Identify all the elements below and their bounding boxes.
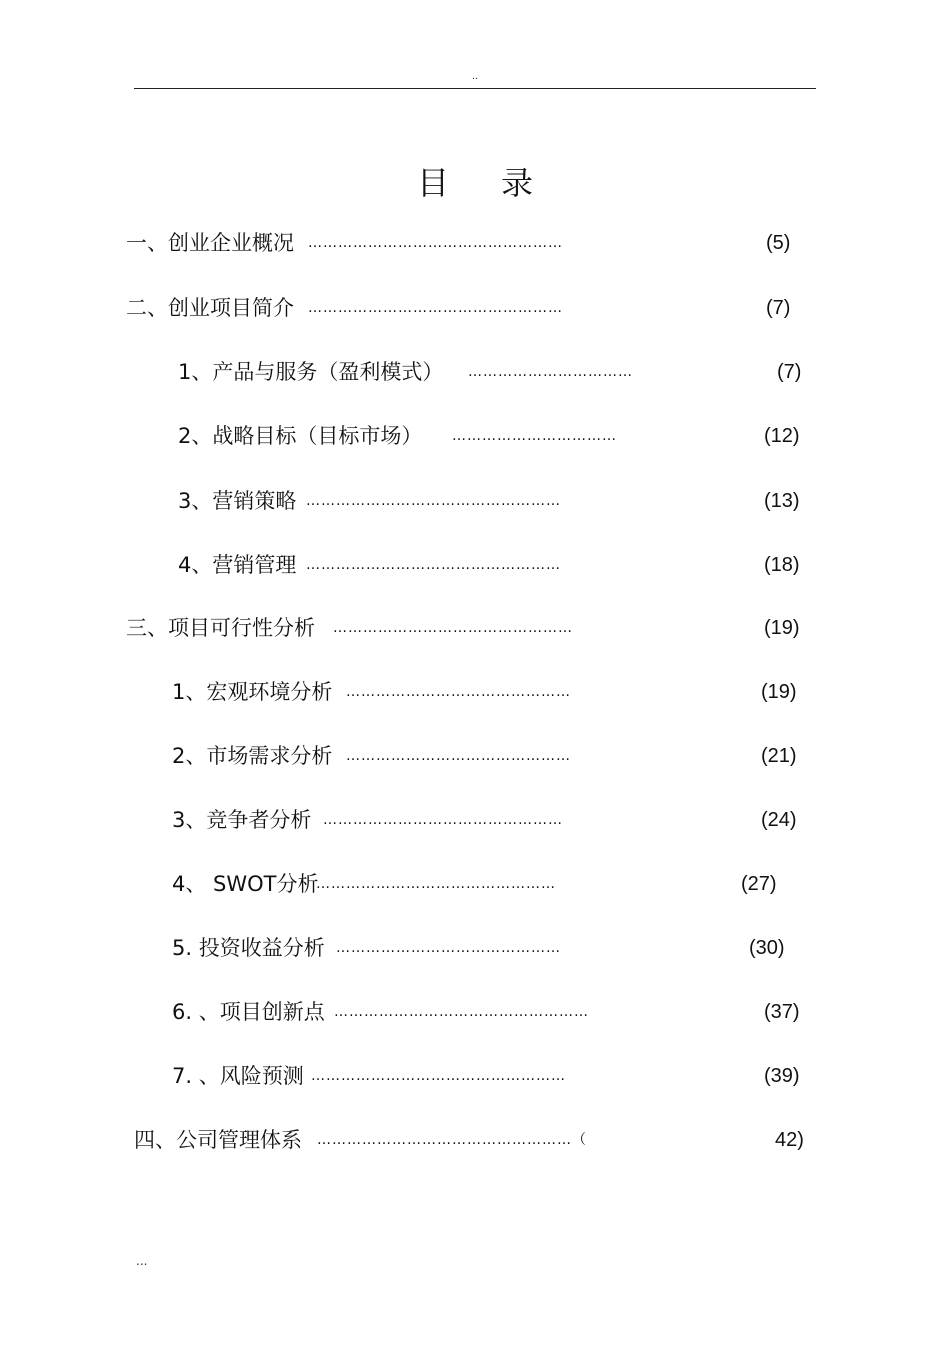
toc-entry-leader-dots: …………………………………………… [306,557,561,573]
toc-entry-page-number: (24) [761,809,797,831]
toc-entry-page-number: (13) [764,490,800,512]
header-rule [134,88,816,89]
toc-entry-page-number: (27) [741,873,777,895]
toc-entry-leader-dots: …………………………………………… [306,493,561,509]
toc-entry-page-number: 42) [775,1129,804,1151]
toc-entry-label: 1、产品与服务（盈利模式） [178,360,444,384]
toc-entry-label: 1、宏观环境分析 [172,680,333,704]
toc-entry[interactable] [0,357,950,387]
toc-entry-label: 2、战略目标（目标市场） [178,424,423,448]
toc-entry[interactable] [0,741,950,771]
footer-mark: ... [136,1254,148,1268]
toc-entry[interactable] [0,869,950,899]
toc-entry[interactable] [0,486,950,516]
toc-entry[interactable] [0,228,950,258]
toc-entry-leader-dots: …………………………… [452,428,617,444]
toc-entry-leader-dots: ……………………………………………（ [317,1132,587,1148]
toc-entry-page-number: (7) [777,361,802,383]
toc-entry-label: 四、公司管理体系 [134,1128,302,1152]
toc-entry-page-number: (21) [761,745,797,767]
toc-entry-leader-dots: ……………………………………… [336,940,561,956]
page-title: 目录 [416,164,585,202]
toc-entry[interactable] [0,421,950,451]
toc-entry[interactable] [0,997,950,1027]
toc-entry-label: 3、竞争者分析 [172,808,312,832]
toc-entry-leader-dots: ………………………………………… [333,620,573,636]
toc-entry[interactable] [0,613,950,643]
toc-entry-leader-dots: …………………………………………… [308,300,563,316]
toc-entry[interactable] [0,933,950,963]
toc-entry-leader-dots: …………………………………………… [334,1004,589,1020]
toc-entry-label: 一、创业企业概况 [126,231,294,255]
toc-entry-label: 二、创业项目简介 [126,296,294,320]
toc-entry-page-number: (12) [764,425,800,447]
toc-entry[interactable] [0,1061,950,1091]
toc-entry-leader-dots: …………………………………………… [308,235,563,251]
toc-entry-page-number: (5) [766,232,791,254]
toc-entry-leader-dots: …………………………… [468,364,633,380]
toc-entry-page-number: (30) [749,937,785,959]
toc-entry-page-number: (19) [761,681,797,703]
toc-entry-label: 7. 、风险预测 [172,1064,304,1088]
toc-entry-leader-dots: ……………………………………… [346,748,571,764]
toc-entry-leader-dots: ……………………………………… [346,684,571,700]
toc-entry[interactable] [0,293,950,323]
header-mark: .. [471,71,479,82]
toc-entry[interactable] [0,1125,950,1155]
toc-entry-label: 4、 SWOT分析 [172,872,319,896]
toc-entry-label: 2、市场需求分析 [172,744,333,768]
toc-entry-label: 6. 、项目创新点 [172,1000,325,1024]
toc-entry-page-number: (19) [764,617,800,639]
toc-entry-leader-dots: ………………………………………… [323,812,563,828]
toc-entry[interactable] [0,805,950,835]
toc-entry-page-number: (7) [766,297,791,319]
toc-entry-label: 4、营销管理 [178,553,297,577]
toc-entry-leader-dots: …………………………………………… [311,1068,566,1084]
toc-entry-page-number: (39) [764,1065,800,1087]
toc-entry-label: 5. 投资收益分析 [172,936,325,960]
toc-entry-leader-dots: ………………………………………… [316,876,556,892]
toc-entry[interactable] [0,550,950,580]
toc-entry-label: 3、营销策略 [178,489,297,513]
toc-entry-page-number: (37) [764,1001,800,1023]
toc-entry[interactable] [0,677,950,707]
toc-entry-label: 三、项目可行性分析 [126,616,315,640]
toc-entry-page-number: (18) [764,554,800,576]
